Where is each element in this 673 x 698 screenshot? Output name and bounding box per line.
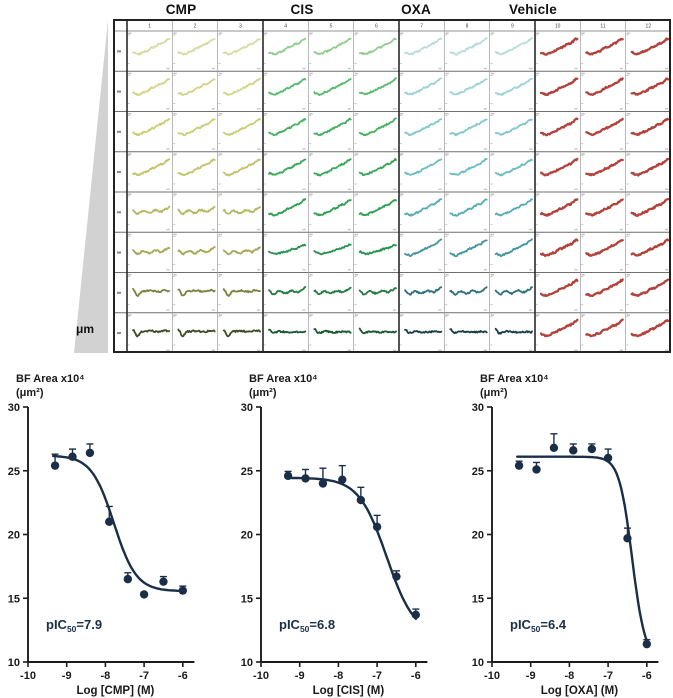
svg-text:9: 9 — [510, 23, 514, 30]
svg-text:30: 30 — [240, 402, 253, 414]
svg-text:8: 8 — [465, 23, 469, 30]
svg-text:3: 3 — [238, 23, 242, 30]
svg-text:30: 30 — [471, 402, 484, 414]
svg-text:5: 5 — [329, 23, 333, 30]
svg-text:10: 10 — [7, 657, 20, 669]
well-trace-grid — [113, 19, 671, 353]
svg-text:pIC50=7.9: pIC$_{50}$=7.9 — [46, 616, 103, 634]
svg-text:25: 25 — [7, 465, 20, 478]
svg-text:-7: -7 — [372, 670, 382, 682]
svg-text:BF Area x10⁴: BF Area x10⁴ — [480, 373, 549, 385]
svg-text:4: 4 — [284, 23, 288, 30]
svg-text:-6: -6 — [641, 670, 652, 682]
dose-response-chart-cmp — [0, 365, 233, 698]
svg-text:20: 20 — [7, 529, 20, 542]
svg-text:-6: -6 — [410, 670, 421, 682]
svg-text:25: 25 — [471, 465, 484, 478]
svg-text:-9: -9 — [61, 670, 72, 682]
svg-text:1: 1 — [148, 23, 152, 30]
svg-text:20: 20 — [471, 529, 484, 542]
scale-unit-label: μm — [76, 322, 95, 336]
svg-text:(μm²): (μm²) — [480, 387, 508, 399]
svg-text:11: 11 — [600, 23, 606, 30]
svg-text:-10: -10 — [20, 670, 36, 682]
svg-text:-9: -9 — [525, 670, 536, 682]
group-label-oxa: OXA — [401, 2, 431, 17]
svg-text:15: 15 — [240, 593, 253, 606]
concentration-gradient-wedge — [74, 20, 108, 353]
svg-text:-7: -7 — [603, 670, 613, 682]
svg-text:10: 10 — [240, 657, 253, 669]
svg-text:(μm²): (μm²) — [249, 387, 277, 399]
svg-text:-9: -9 — [294, 670, 305, 682]
svg-text:-10: -10 — [484, 670, 500, 682]
svg-text:6: 6 — [374, 23, 378, 30]
svg-text:BF Area x10⁴: BF Area x10⁴ — [249, 373, 318, 385]
svg-text:10: 10 — [554, 23, 561, 30]
svg-text:2: 2 — [193, 23, 197, 30]
svg-text:10: 10 — [471, 657, 484, 669]
svg-text:7: 7 — [420, 23, 424, 30]
group-label-vehicle: Vehicle — [509, 2, 557, 17]
svg-text:pIC50=6.8: pIC$_{50}$=6.8 — [279, 616, 336, 634]
group-label-cis: CIS — [290, 2, 314, 17]
dose-response-chart-cis — [233, 365, 460, 698]
svg-text:-8: -8 — [564, 670, 575, 682]
group-label-cmp: CMP — [165, 2, 197, 17]
svg-text:pIC50=6.4: pIC$_{50}$=6.4 — [510, 616, 567, 634]
svg-text:-10: -10 — [253, 670, 269, 682]
svg-text:-8: -8 — [100, 670, 111, 682]
svg-text:15: 15 — [471, 593, 484, 606]
dose-response-chart-oxa — [460, 365, 673, 698]
svg-text:(μm²): (μm²) — [16, 387, 44, 399]
svg-text:Log [CIS] (M): Log [CIS] (M) — [312, 685, 385, 697]
svg-text:25: 25 — [240, 465, 253, 478]
svg-text:-6: -6 — [177, 670, 188, 682]
svg-text:-8: -8 — [333, 670, 344, 682]
svg-text:-7: -7 — [139, 670, 149, 682]
svg-text:15: 15 — [7, 593, 20, 606]
svg-text:Log [CMP] (M): Log [CMP] (M) — [76, 685, 155, 697]
svg-text:12: 12 — [645, 23, 652, 30]
svg-text:20: 20 — [240, 529, 253, 542]
svg-text:Log [OXA] (M): Log [OXA] (M) — [540, 685, 619, 697]
svg-text:30: 30 — [7, 402, 20, 414]
svg-text:BF Area x10⁴: BF Area x10⁴ — [16, 373, 85, 385]
